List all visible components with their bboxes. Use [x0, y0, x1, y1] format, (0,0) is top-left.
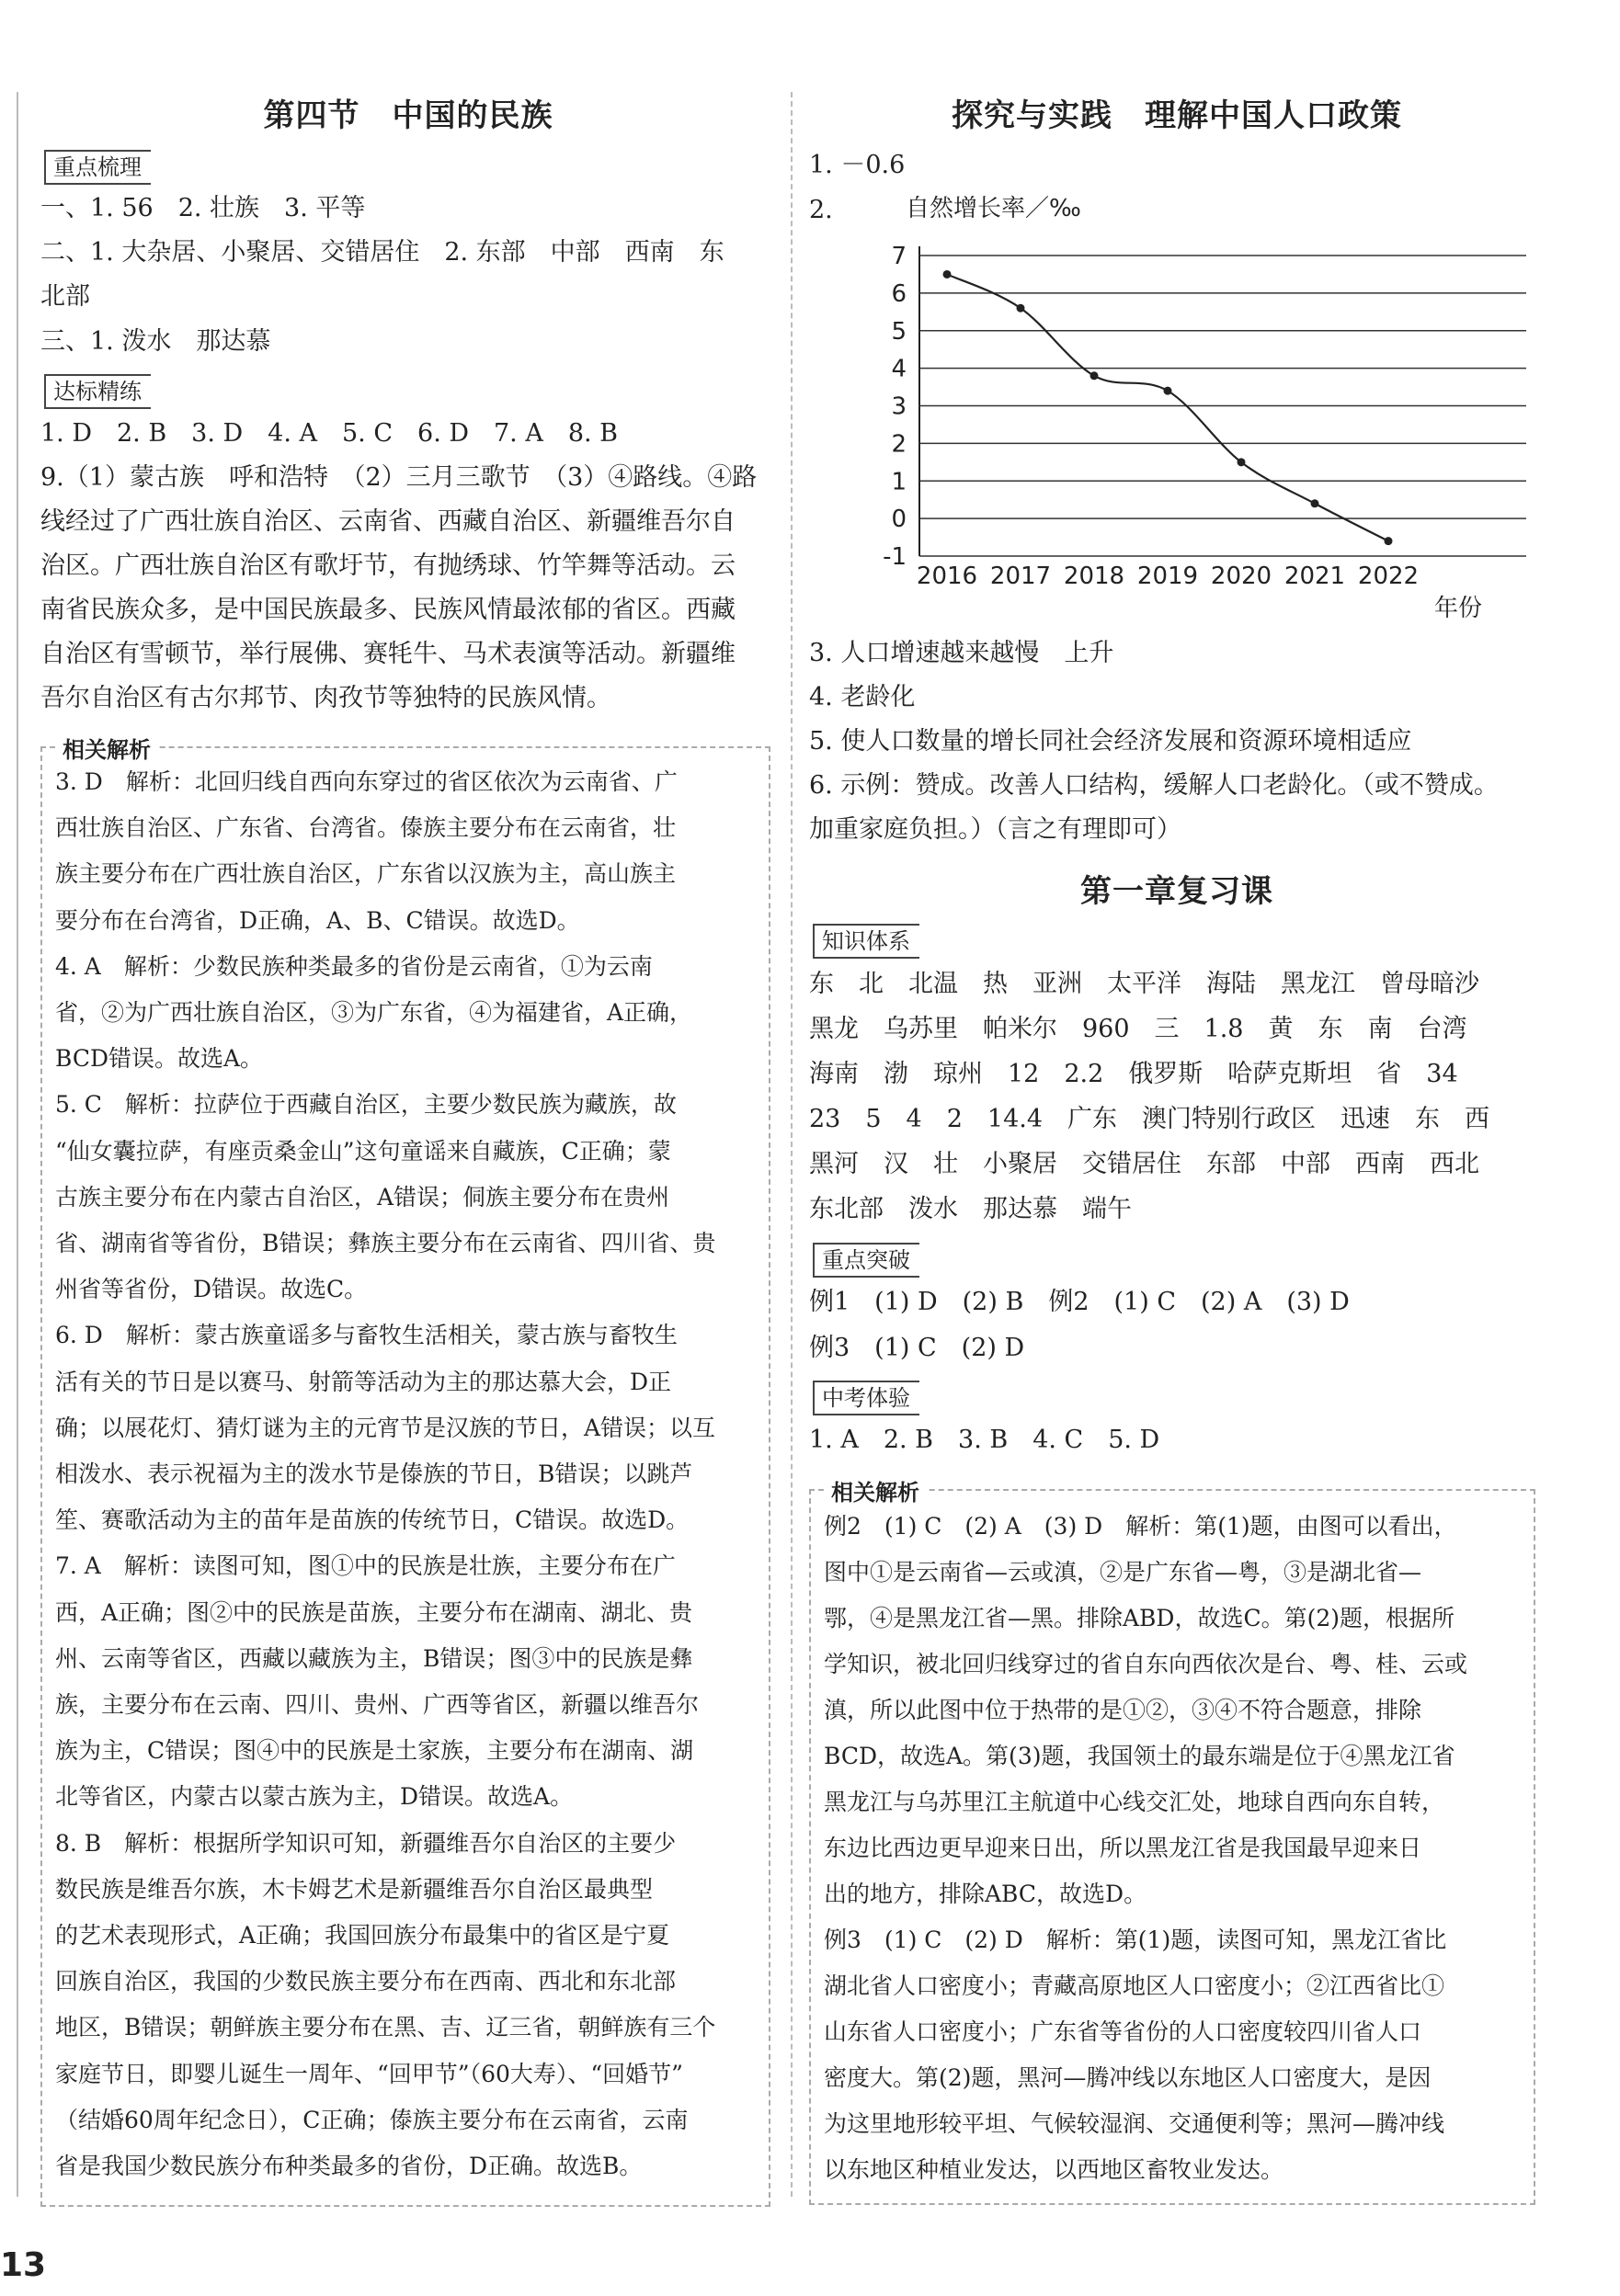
- analysis-line: 图中①是云南省—云或滇，②是广东省—粤，③是湖北省—: [824, 1559, 1422, 1586]
- y-tick-label: 6: [891, 279, 907, 308]
- tag-exam: 中考体验: [813, 1381, 919, 1415]
- chapter-review-title: 第一章复习课: [1080, 873, 1273, 910]
- system-line: 海南 渤 琼州 12 2.2 俄罗斯 哈萨克斯坦 省 34: [809, 1060, 1458, 1088]
- analysis-line: 族为主，C错误；图④中的民族是土家族，主要分布在湖南、湖: [55, 1737, 694, 1765]
- y-axis-label: 自然增长率／‰: [906, 195, 1081, 222]
- answer-line: 线经过了广西壮族自治区、云南省、西藏自治区、新疆维吾尔自: [40, 507, 736, 536]
- analysis-line: 8. B 解析：根据所学知识可知，新疆维吾尔自治区的主要少: [55, 1829, 677, 1857]
- question-number: 2.: [809, 196, 833, 224]
- analysis-line: 的艺术表现形式，A正确；我国回族分布最集中的省区是宁夏: [55, 1922, 670, 1949]
- tag-practice: 达标精练: [44, 374, 151, 409]
- y-tick-label: 7: [891, 243, 907, 270]
- analysis-line: 数民族是维吾尔族，木卡姆艺术是新疆维吾尔自治区最典型: [55, 1875, 654, 1903]
- analysis-line: 学知识，被北回归线穿过的省自东向西依次是台、粤、桂、云或: [824, 1651, 1468, 1677]
- analysis-label: 相关解析: [824, 1474, 927, 1506]
- analysis-line: 回族自治区，我国的少数民族主要分布在西南、西北和东北部: [55, 1968, 677, 1995]
- answer-line: 治区。广西壮族自治区有歌圩节，有抛绣球、竹竿舞等活动。云: [40, 551, 736, 580]
- analysis-line: 家庭节日，即婴儿诞生一周年、“回甲节”（60大寿）、“回婚节”: [55, 2060, 683, 2087]
- answer-line: 吾尔自治区有古尔邦节、肉孜节等独特的民族风情。: [40, 684, 611, 712]
- analysis-line: 古族主要分布在内蒙古自治区，A错误；侗族主要分布在贵州: [55, 1183, 670, 1211]
- analysis-line: 3. D 解析：北回归线自西向东穿过的省区依次为云南省、广: [55, 768, 678, 795]
- analysis-line: 州、云南等省区，西藏以藏族为主，B错误；图③中的民族是彝: [55, 1644, 693, 1672]
- answer-line: 3. 人口增速越来越慢 上升: [809, 639, 1114, 667]
- analysis-line: 省是我国少数民族分布种类最多的省份，D正确。故选B。: [55, 2153, 643, 2179]
- analysis-line: 东边比西边更早迎来日出，所以黑龙江省是我国最早迎来日: [824, 1835, 1422, 1861]
- analysis-line: 7. A 解析：读图可知，图①中的民族是壮族，主要分布在广: [55, 1552, 676, 1580]
- analysis-line: 黑龙江与乌苏里江主航道中心线交汇处，地球自西向东自转，: [824, 1789, 1445, 1815]
- analysis-line: 鄂，④是黑龙江省—黑。排除ABD，故选C。第(2)题，根据所: [824, 1605, 1455, 1631]
- key-line: 例3 (1) C (2) D: [809, 1334, 1025, 1362]
- system-line: 东 北 北温 热 亚洲 太平洋 海陆 黑龙江 曾母暗沙: [809, 970, 1479, 998]
- system-line: 23 5 4 2 14.4 广东 澳门特别行政区 迅速 东 西: [809, 1105, 1490, 1133]
- analysis-line: BCD错误。故选A。: [55, 1045, 264, 1073]
- answer-line: 5. 使人口数量的增长同社会经济发展和资源环境相适应: [809, 727, 1412, 756]
- exam-line: 1. A 2. B 3. B 4. C 5. D: [809, 1426, 1160, 1454]
- x-axis-label: 年份: [1434, 595, 1483, 622]
- analysis-box: [40, 737, 770, 2207]
- series-line: [947, 274, 1388, 540]
- answer-line: 自治区有雪顿节，举行展佛、赛牦牛、马术表演等活动。新疆维: [40, 640, 736, 668]
- data-point: [1164, 387, 1172, 395]
- system-line: 黑龙 乌苏里 帕米尔 960 三 1.8 黄 东 南 台湾: [809, 1015, 1467, 1043]
- page-number: 13: [0, 2246, 47, 2284]
- x-tick-label: 2022: [1357, 563, 1420, 590]
- analysis-line: BCD，故选A。第(3)题，我国领土的最东端是位于④黑龙江省: [824, 1743, 1455, 1769]
- analysis-box: [809, 1480, 1535, 2205]
- analysis-line: 相泼水、表示祝福为主的泼水节是傣族的节日，B错误；以跳芦: [55, 1461, 693, 1487]
- data-point: [1311, 499, 1319, 507]
- left-margin-line: [17, 92, 18, 2197]
- answer-line: 9.（1）蒙古族 呼和浩特 （2）三月三歌节 （3）④路线。④路: [40, 463, 758, 492]
- x-tick-label: 2020: [1210, 563, 1272, 590]
- analysis-line: 5. C 解析：拉萨位于西藏自治区，主要少数民族为藏族，故: [55, 1091, 677, 1119]
- section-title: 探究与实践 理解中国人口政策: [952, 97, 1402, 134]
- x-tick-label: 2021: [1283, 563, 1346, 590]
- section-title: 第四节 中国的民族: [263, 97, 553, 134]
- answer-line: 1. －0.6: [809, 151, 906, 179]
- analysis-line: 密度大。第(2)题，黑河—腾冲线以东地区人口密度大，是因: [824, 2064, 1432, 2091]
- answer-line: 4. 老龄化: [809, 683, 916, 711]
- data-point: [1017, 304, 1025, 313]
- answer-line: 北部: [40, 282, 90, 311]
- analysis-line: 族主要分布在广西壮族自治区，广东省以汉族为主，高山族主: [55, 860, 677, 888]
- analysis-line: 例2 (1) C (2) A (3) D 解析：第(1)题，由图可以看出，: [824, 1513, 1457, 1540]
- y-tick-label: 1: [891, 468, 907, 496]
- answer-line: 南省民族众多，是中国民族最多、民族风情最浓郁的省区。西藏: [40, 596, 736, 624]
- y-tick-label: 4: [891, 355, 907, 383]
- analysis-line: 活有关的节日是以赛马、射箭等活动为主的那达慕大会，D正: [55, 1368, 672, 1395]
- tag-review: 重点梳理: [44, 150, 151, 185]
- tag-system: 知识体系: [813, 924, 919, 959]
- system-line: 东北部 泼水 那达慕 端午: [809, 1195, 1132, 1223]
- analysis-line: 省，②为广西壮族自治区，③为广东省，④为福建省，A正确，: [55, 999, 693, 1026]
- analysis-line: 确；以展花灯、猜灯谜为主的元宵节是汉族的节日，A错误；以互: [55, 1414, 716, 1441]
- analysis-label: 相关解析: [55, 732, 158, 764]
- answer-line: 三、1. 泼水 那达慕: [40, 327, 271, 356]
- answer-line: 加重家庭负担。）（言之有理即可）: [809, 815, 1181, 844]
- analysis-line: 以东地区种植业发达，以西地区畜牧业发达。: [824, 2156, 1284, 2183]
- x-tick-label: 2017: [989, 563, 1052, 590]
- x-tick-label: 2019: [1136, 563, 1199, 590]
- analysis-line: 要分布在台湾省，D正确，A、B、C错误。故选D。: [55, 906, 580, 934]
- analysis-line: 4. A 解析：少数民族种类最多的省份是云南省，①为云南: [55, 952, 653, 980]
- analysis-line: 滇，所以此图中位于热带的是①②，③④不符合题意，排除: [824, 1697, 1422, 1723]
- analysis-line: 湖北省人口密度小；青藏高原地区人口密度小；②江西省比①: [824, 1972, 1445, 1999]
- analysis-line: 族，主要分布在云南、四川、贵州、广西等省区，新疆以维吾尔: [55, 1691, 700, 1718]
- column-divider: [791, 92, 793, 2197]
- analysis-line: 北等省区，内蒙古以蒙古族为主，D错误。故选A。: [55, 1783, 574, 1811]
- y-tick-label: 2: [891, 430, 907, 459]
- answer-line: 6. 示例：赞成。改善人口结构，缓解人口老龄化。（或不赞成。: [809, 771, 1499, 800]
- analysis-line: 西，A正确；图②中的民族是苗族，主要分布在湖南、湖北、贵: [55, 1598, 693, 1626]
- system-line: 黑河 汉 壮 小聚居 交错居住 东部 中部 西南 西北: [809, 1150, 1479, 1178]
- analysis-line: 6. D 解析：蒙古族童谣多与畜牧生活相关，蒙古族与畜牧生: [55, 1322, 678, 1349]
- data-point: [1238, 458, 1246, 466]
- y-tick-label: 0: [891, 506, 907, 534]
- key-line: 例1 (1) D (2) B 例2 (1) C (2) A (3) D: [809, 1288, 1350, 1316]
- y-tick-label: 3: [891, 392, 907, 421]
- x-tick-label: 2016: [916, 563, 978, 590]
- answer-line: 1. D 2. B 3. D 4. A 5. C 6. D 7. A 8. B: [40, 419, 619, 448]
- y-tick-label: -1: [883, 543, 907, 571]
- answer-line: 一、1. 56 2. 壮族 3. 平等: [40, 194, 366, 222]
- analysis-line: 州省等省份，D错误。故选C。: [55, 1276, 368, 1303]
- analysis-line: 例3 (1) C (2) D 解析：第(1)题，读图可知，黑龙江省比: [824, 1927, 1447, 1953]
- y-tick-label: 5: [891, 317, 907, 346]
- data-point: [1090, 371, 1099, 380]
- analysis-line: 西壮族自治区、广东省、台湾省。傣族主要分布在云南省，壮: [55, 814, 677, 842]
- growth-rate-chart: [827, 184, 1545, 634]
- analysis-line: 笙、赛歌活动为主的苗年是苗族的传统节日，C错误。故选D。: [55, 1506, 690, 1534]
- analysis-line: 出的地方，排除ABC，故选D。: [824, 1881, 1147, 1907]
- analysis-line: 为这里地形较平坦、气候较湿润、交通便利等；黑河—腾冲线: [824, 2110, 1445, 2137]
- x-tick-label: 2018: [1063, 563, 1125, 590]
- data-point: [1385, 537, 1393, 545]
- analysis-line: （结婚60周年纪念日），C正确；傣族主要分布在云南省，云南: [55, 2106, 689, 2133]
- analysis-line: 地区，B错误；朝鲜族主要分布在黑、吉、辽三省，朝鲜族有三个: [55, 2014, 716, 2041]
- analysis-line: 山东省人口密度小；广东省等省份的人口密度较四川省人口: [824, 2018, 1422, 2045]
- analysis-line: 省、湖南省等省份，B错误；彝族主要分布在云南省、四川省、贵: [55, 1230, 716, 1256]
- tag-key: 重点突破: [813, 1243, 919, 1278]
- answer-line: 二、1. 大杂居、小聚居、交错居住 2. 东部 中部 西南 东: [40, 238, 724, 267]
- analysis-line: “仙女囊拉萨，有座贡桑金山”这句童谣来自藏族，C正确；蒙: [55, 1137, 671, 1165]
- data-point: [943, 270, 952, 278]
